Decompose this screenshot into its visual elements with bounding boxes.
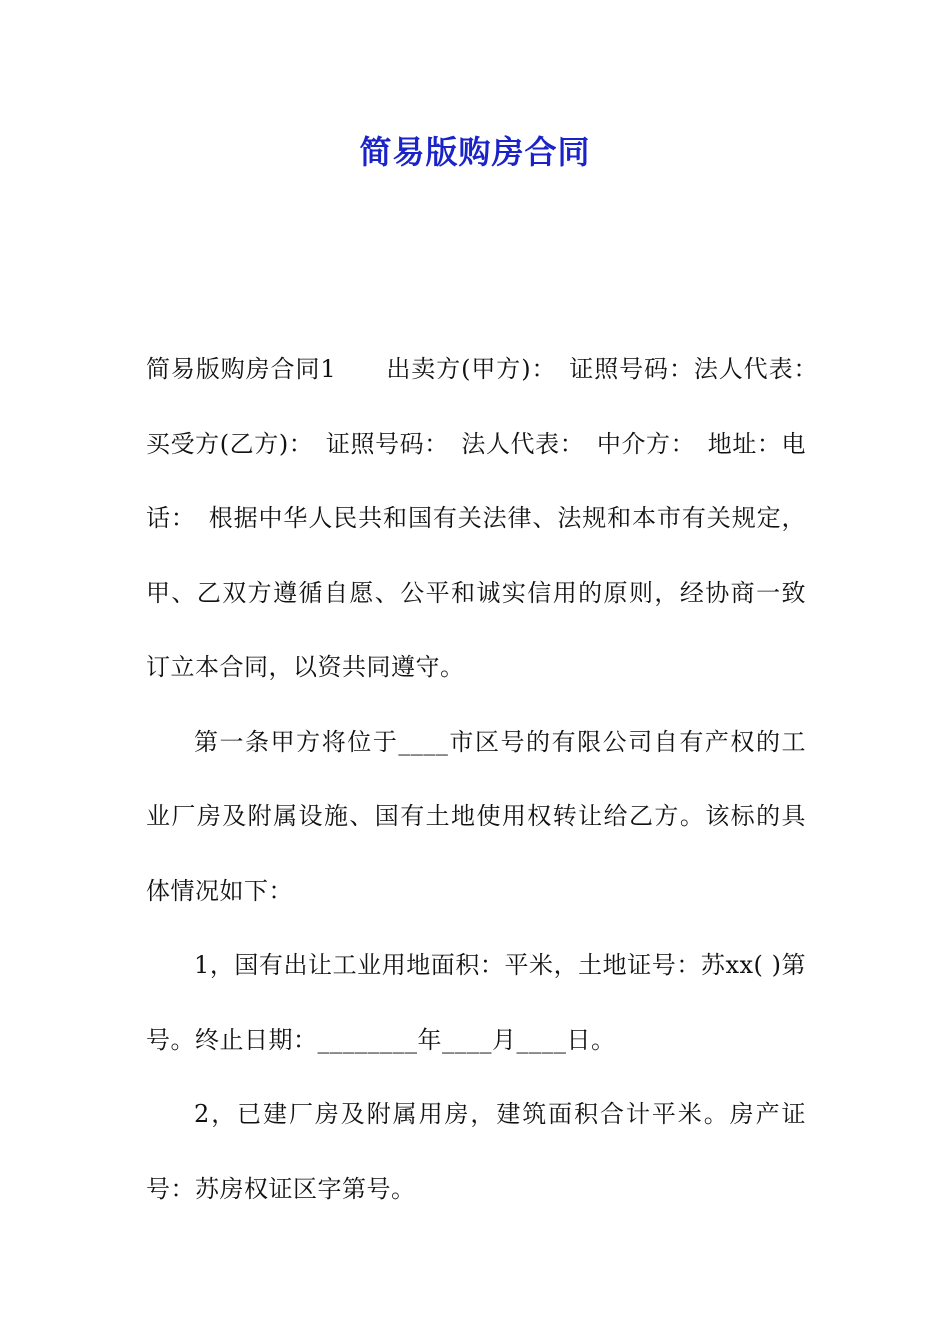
paragraph-item-one: 1，国有出让工业用地面积：平米，土地证号：苏xx( )第号。终止日期：________年____月____日。 — [146, 951, 806, 1054]
document-title: 简易版购房合同 — [359, 133, 591, 171]
paragraph-article-one: 第一条甲方将位于____市区号的有限公司自有产权的工业厂房及附属设施、国有土地使用权转让给乙方。该标的具体情况如下： — [146, 727, 806, 905]
document-body — [146, 332, 831, 1226]
paragraph-item-two: 2，已建厂房及附属用房，建筑面积合计平米。房产证号：苏房权证区字第号。 — [146, 1100, 806, 1203]
paragraph-parties: 简易版购房合同1 出卖方(甲方)： 证照号码：法人代表： 买受方(乙方)： 证照号码： 法人代表： 中介方： 地址：电话： 根据中华人民共和国有关法律、法规和本市有关规定，甲、乙双方遵循自愿、公平和诚实信用的原则，经协商一致订立本合同，以资共同遵守。 — [146, 355, 831, 681]
